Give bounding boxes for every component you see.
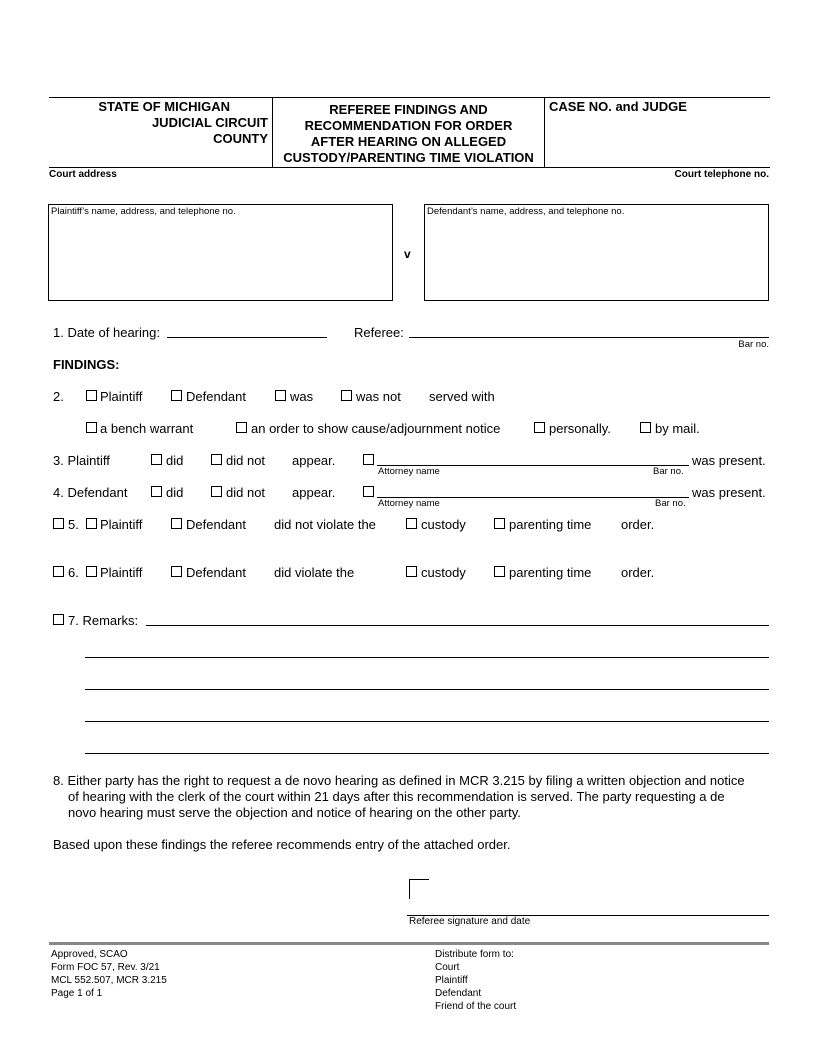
- personally-checkbox[interactable]: [534, 422, 545, 433]
- item3-appear-label: appear.: [292, 453, 336, 468]
- remarks-line[interactable]: [85, 753, 769, 754]
- footer-left-line: Approved, SCAO: [51, 949, 128, 960]
- county-label: COUNTY: [213, 131, 268, 146]
- item5-number: 5.: [68, 517, 79, 532]
- item6-parenting-time-label: parenting time: [509, 565, 592, 580]
- item3-was-present-label: was present.: [692, 453, 766, 468]
- item4-appear-label: appear.: [292, 485, 336, 500]
- item3-did-label: did: [166, 453, 184, 468]
- item2-was-not-label: was not: [356, 389, 401, 404]
- item5-defendant-label: Defendant: [186, 517, 246, 532]
- case-no-label: CASE NO. and JUDGE: [549, 99, 687, 114]
- personally-label: personally.: [549, 421, 611, 436]
- plaintiff-info-box[interactable]: [48, 204, 393, 301]
- item8-line: novo hearing must serve the objection and notice of hearing on the other party.: [68, 805, 521, 820]
- referee-label: Referee:: [354, 325, 404, 340]
- item2-was-label: was: [290, 389, 314, 404]
- item5-checkbox[interactable]: [53, 518, 64, 529]
- referee-bar-no-label: Bar no.: [738, 339, 769, 350]
- item5-defendant-checkbox[interactable]: [171, 518, 182, 529]
- item4-did-not-checkbox[interactable]: [211, 486, 222, 497]
- judicial-circuit-label: JUDICIAL CIRCUIT: [151, 115, 268, 130]
- versus-label: v: [404, 247, 411, 261]
- court-address-label: Court address: [49, 169, 117, 180]
- form-title-line: AFTER HEARING ON ALLEGED: [310, 134, 507, 149]
- by-mail-checkbox[interactable]: [640, 422, 651, 433]
- item6-plaintiff-checkbox[interactable]: [86, 566, 97, 577]
- item3-did-checkbox[interactable]: [151, 454, 162, 465]
- defendant-info-label: Defendant’s name, address, and telephone no.: [427, 206, 625, 217]
- date-of-hearing-label: 1. Date of hearing:: [53, 325, 160, 340]
- plaintiff-info-label: Plaintiff’s name, address, and telephone no.: [51, 206, 236, 217]
- item5-phrase: did not violate the: [274, 517, 376, 532]
- item2-plaintiff-checkbox[interactable]: [86, 390, 97, 401]
- item6-plaintiff-label: Plaintiff: [100, 565, 143, 580]
- remarks-line[interactable]: [146, 625, 769, 626]
- item4-bar-no-label: Bar no.: [655, 498, 686, 509]
- item6-checkbox[interactable]: [53, 566, 64, 577]
- item7-checkbox[interactable]: [53, 614, 64, 625]
- form-title-line: RECOMMENDATION FOR ORDER: [304, 118, 513, 133]
- item5-plaintiff-label: Plaintiff: [100, 517, 143, 532]
- signature-corner-mark: [409, 879, 429, 899]
- signature-label: Referee signature and date: [409, 916, 531, 927]
- item4-did-label: did: [166, 485, 184, 500]
- item3-did-not-checkbox[interactable]: [211, 454, 222, 465]
- findings-heading: FINDINGS:: [53, 357, 120, 372]
- item5-custody-label: custody: [421, 517, 466, 532]
- bench-warrant-checkbox[interactable]: [86, 422, 97, 433]
- item5-custody-checkbox[interactable]: [406, 518, 417, 529]
- state-label: STATE OF MICHIGAN: [98, 99, 230, 114]
- remarks-line[interactable]: [85, 657, 769, 658]
- show-cause-checkbox[interactable]: [236, 422, 247, 433]
- footer-distribution-block: [435, 948, 516, 1013]
- item4-attorney-checkbox[interactable]: [363, 486, 374, 497]
- footer-left-line: Page 1 of 1: [51, 988, 103, 999]
- defendant-info-box[interactable]: [424, 204, 769, 301]
- item2-was-not-checkbox[interactable]: [341, 390, 352, 401]
- footer-left-block: [51, 948, 167, 1000]
- header-divider-right: [544, 97, 545, 167]
- footer-distribution-line: Distribute form to:: [435, 949, 514, 960]
- remarks-line[interactable]: [85, 689, 769, 690]
- item2-plaintiff-label: Plaintiff: [100, 389, 143, 404]
- item5-parenting-time-checkbox[interactable]: [494, 518, 505, 529]
- item3-attorney-name-label: Attorney name: [378, 466, 440, 477]
- form-title: [273, 102, 544, 166]
- item4-label: 4. Defendant: [53, 485, 128, 500]
- by-mail-label: by mail.: [655, 421, 700, 436]
- item6-phrase: did violate the: [274, 565, 355, 580]
- footer-distribution-line: Defendant: [435, 988, 482, 999]
- header-bottom-rule: [49, 167, 770, 168]
- remarks-label: 7. Remarks:: [68, 613, 139, 628]
- item3-bar-no-label: Bar no.: [653, 466, 684, 477]
- header-top-rule: [49, 97, 770, 98]
- item2-defendant-checkbox[interactable]: [171, 390, 182, 401]
- item6-order-label: order.: [621, 565, 655, 580]
- remarks-line[interactable]: [85, 721, 769, 722]
- item4-did-checkbox[interactable]: [151, 486, 162, 497]
- footer-left-line: MCL 552.507, MCR 3.215: [51, 975, 167, 986]
- footer-distribution-line: Plaintiff: [435, 975, 468, 986]
- item6-defendant-checkbox[interactable]: [171, 566, 182, 577]
- show-cause-label: an order to show cause/adjournment notice: [251, 421, 501, 436]
- item5-plaintiff-checkbox[interactable]: [86, 518, 97, 529]
- form-title-line: REFEREE FINDINGS AND: [329, 102, 488, 117]
- item2-was-checkbox[interactable]: [275, 390, 286, 401]
- item6-custody-checkbox[interactable]: [406, 566, 417, 577]
- item6-parenting-time-checkbox[interactable]: [494, 566, 505, 577]
- item6-number: 6.: [68, 565, 79, 580]
- item5-parenting-time-label: parenting time: [509, 517, 592, 532]
- item2-served-with-label: served with: [429, 389, 495, 404]
- referee-name-field[interactable]: [409, 337, 769, 338]
- item6-custody-label: custody: [421, 565, 466, 580]
- item4-did-not-label: did not: [226, 485, 266, 500]
- item3-attorney-checkbox[interactable]: [363, 454, 374, 465]
- item2-defendant-label: Defendant: [186, 389, 246, 404]
- item3-did-not-label: did not: [226, 453, 266, 468]
- footer-left-line: Form FOC 57, Rev. 3/21: [51, 962, 160, 973]
- item8-line: of hearing with the clerk of the court within 21 days after this recommendation is served. The party requesting a de: [68, 789, 725, 804]
- recommendation-text: Based upon these findings the referee recommends entry of the attached order.: [53, 837, 511, 852]
- item4-attorney-name-label: Attorney name: [378, 498, 440, 509]
- item2-number: 2.: [53, 389, 64, 404]
- item5-order-label: order.: [621, 517, 655, 532]
- item8-line: 8. Either party has the right to request a de novo hearing as defined in MCR 3.215 by filing a written objection and notice: [53, 773, 745, 788]
- footer-rule: [49, 942, 769, 945]
- bench-warrant-label: a bench warrant: [100, 421, 194, 436]
- footer-distribution-line: Friend of the court: [435, 1001, 517, 1012]
- item4-was-present-label: was present.: [692, 485, 766, 500]
- item6-defendant-label: Defendant: [186, 565, 246, 580]
- item3-label: 3. Plaintiff: [53, 453, 110, 468]
- form-title-line: CUSTODY/PARENTING TIME VIOLATION: [283, 150, 534, 165]
- court-telephone-label: Court telephone no.: [674, 169, 769, 180]
- footer-distribution-line: Court: [435, 962, 460, 973]
- date-of-hearing-field[interactable]: [167, 337, 327, 338]
